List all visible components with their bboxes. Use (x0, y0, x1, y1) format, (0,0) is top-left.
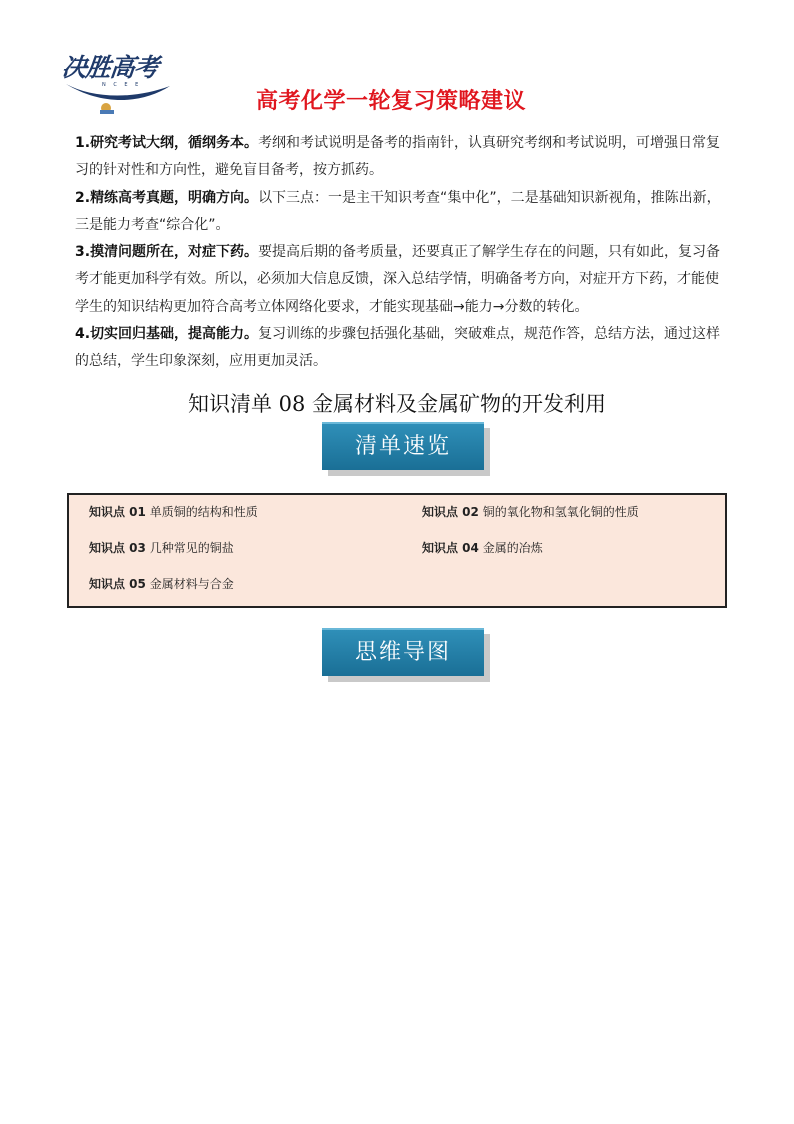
advice-body: 复习训练的步骤包括强化基础，突破难点，规范作答，总结方法，通过这样的总结，学生印象深刻，应用更加灵活。 (75, 326, 721, 370)
knowledge-point-label: 知识点 05 (89, 577, 146, 591)
knowledge-point-text: 金属的冶炼 (478, 541, 543, 555)
logo-text: 决胜高考 (60, 53, 160, 82)
advice-paragraph (75, 130, 725, 185)
advice-paragraph (75, 185, 725, 240)
advice-section (75, 130, 725, 376)
advice-heading: 研究考试大纲，循纲务本。 (90, 135, 259, 151)
knowledge-points-box (67, 493, 727, 608)
knowledge-point-item[interactable] (89, 539, 234, 556)
knowledge-point-label: 知识点 01 (89, 505, 146, 519)
advice-heading: 摸清问题所在，对症下药。 (90, 244, 259, 261)
advice-body: 考纲和考试说明是备考的指南针，认真研究考纲和考试说明，可增强日常复习的针对性和方向性，避免盲目备考，按方抓药。 (75, 135, 721, 179)
knowledge-point-text: 单质铜的结构和性质 (145, 505, 258, 519)
knowledge-point-text: 铜的氧化物和氢氧化铜的性质 (478, 505, 639, 519)
knowledge-point-item[interactable] (422, 539, 543, 556)
advice-paragraph (75, 321, 725, 376)
advice-number: 1. (75, 135, 91, 151)
advice-number: 4. (75, 326, 91, 343)
knowledge-point-label: 知识点 03 (89, 541, 146, 555)
advice-paragraph (75, 239, 725, 321)
knowledge-point-label: 知识点 02 (422, 505, 479, 519)
knowledge-point-text: 金属材料与合金 (145, 577, 234, 591)
advice-number: 2. (75, 189, 91, 206)
advice-body: 以下三点：一是主干知识考查“集中化”，二是基础知识新视角，推陈出新，三是能力考查“综合化”。 (75, 189, 721, 233)
section-title: 知识清单 08 金属材料及金属矿物的开发利用 (187, 392, 607, 416)
knowledge-point-label: 知识点 04 (422, 541, 479, 555)
brand-logo (62, 44, 174, 116)
logo-subtext: N C E E (102, 82, 142, 88)
knowledge-point-item[interactable] (89, 575, 234, 592)
mind-map-banner: 思维导图 (322, 628, 484, 676)
knowledge-point-item[interactable] (89, 503, 258, 520)
advice-number: 3. (75, 244, 91, 261)
knowledge-point-item[interactable] (422, 503, 639, 520)
knowledge-point-text: 几种常见的铜盐 (145, 541, 234, 555)
advice-heading: 切实回归基础，提高能力。 (90, 326, 259, 343)
advice-heading: 精练高考真题，明确方向。 (90, 189, 259, 206)
page-title: 高考化学一轮复习策略建议 (256, 89, 527, 114)
list-overview-banner: 清单速览 (322, 422, 484, 470)
advice-body: 要提高后期的备考质量，还要真正了解学生存在的问题，只有如此，复习备考才能更加科学有效。所以，必须加大信息反馈，深入总结学情，明确备考方向，对症开方下药，才能使学生的知识结构更加符合高考立体网络化要求，才能实现基础→能力→分数的转化。 (75, 244, 721, 315)
